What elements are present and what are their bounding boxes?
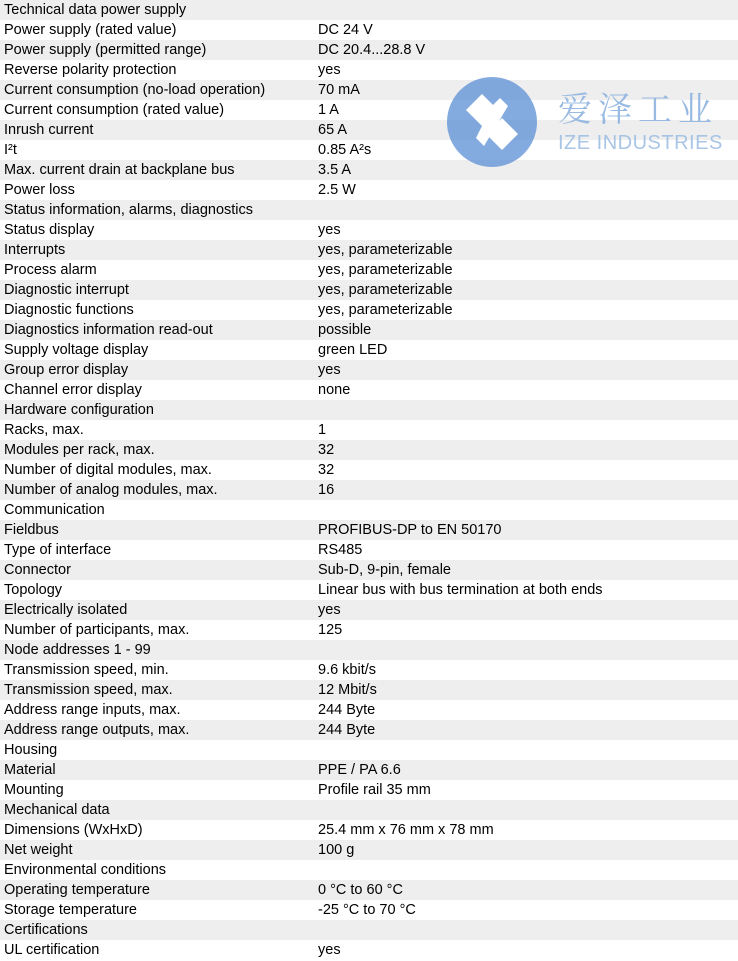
spec-value: 125 [318,622,343,638]
spec-value: DC 20.4...28.8 V [318,42,426,58]
section-header-row [0,920,738,940]
spec-label: Diagnostic interrupt [4,282,129,298]
spec-row [0,320,738,340]
section-header-row [0,500,738,520]
spec-label: Number of participants, max. [4,622,190,638]
spec-label: Current consumption (no-load operation) [4,82,266,98]
spec-label: Racks, max. [4,422,84,438]
spec-value: 65 A [318,122,348,138]
spec-row [0,340,738,360]
spec-value: yes, parameterizable [318,282,453,298]
spec-label: Mechanical data [4,802,110,818]
spec-label: Environmental conditions [4,862,167,878]
spec-value: 0 °C to 60 °C [318,882,403,898]
spec-label: UL certification [4,942,100,958]
spec-value: yes [318,362,341,378]
watermark-english-name: IZE INDUSTRIES [558,132,723,154]
spec-label: Certifications [4,922,88,938]
spec-label: Housing [4,742,58,758]
spec-row [0,420,738,440]
section-header-row [0,0,738,20]
spec-row [0,160,738,180]
spec-value: PPE / PA 6.6 [318,762,401,778]
spec-row [0,820,738,840]
spec-label: Max. current drain at backplane bus [4,162,235,178]
spec-label: Address range outputs, max. [4,722,190,738]
spec-label: I²t [4,142,17,158]
section-header-row [0,740,738,760]
section-header-row [0,860,738,880]
spec-label: Material [4,762,56,778]
spec-label: Net weight [4,842,73,858]
spec-value: 3.5 A [318,162,352,178]
spec-label: Diagnostics information read-out [4,322,213,338]
spec-row [0,540,738,560]
spec-value: 16 [318,482,335,498]
spec-value: 32 [318,462,335,478]
spec-row [0,620,738,640]
spec-row [0,600,738,620]
spec-value: yes, parameterizable [318,262,453,278]
spec-value: yes [318,222,341,238]
spec-label: Group error display [4,362,129,378]
spec-value: yes [318,942,341,958]
spec-label: Power supply (permitted range) [4,42,207,58]
spec-label: Process alarm [4,262,97,278]
spec-value: Linear bus with bus termination at both ends [318,582,603,598]
spec-value: RS485 [318,542,363,558]
spec-label: Status display [4,222,95,238]
spec-row [0,880,738,900]
spec-row [0,680,738,700]
spec-label: Number of digital modules, max. [4,462,212,478]
spec-row [0,100,738,120]
spec-value: 12 Mbit/s [318,682,377,698]
spec-value: 100 g [318,842,355,858]
spec-row [0,360,738,380]
spec-value: 25.4 mm x 76 mm x 78 mm [318,822,494,838]
spec-label: Transmission speed, max. [4,682,173,698]
spec-label: Node addresses 1 - 99 [4,642,151,658]
spec-label: Communication [4,502,105,518]
section-header-row [0,640,738,660]
spec-value: yes [318,602,341,618]
spec-value: yes [318,62,341,78]
spec-row [0,760,738,780]
spec-label: Storage temperature [4,902,137,918]
spec-label: Power supply (rated value) [4,22,177,38]
watermark-chinese-name: 爱泽工业 [558,90,718,130]
spec-value: 2.5 W [318,182,356,198]
spec-label: Address range inputs, max. [4,702,181,718]
spec-value: -25 °C to 70 °C [318,902,416,918]
spec-label: Modules per rack, max. [4,442,155,458]
spec-label: Power loss [4,182,75,198]
spec-row [0,700,738,720]
spec-value: 244 Byte [318,722,376,738]
spec-label: Supply voltage display [4,342,149,358]
spec-row [0,900,738,920]
spec-row [0,280,738,300]
spec-label: Operating temperature [4,882,150,898]
spec-row [0,460,738,480]
spec-label: Technical data power supply [4,2,187,18]
spec-row [0,300,738,320]
spec-row [0,180,738,200]
spec-value: yes, parameterizable [318,242,453,258]
section-header-row [0,400,738,420]
spec-label: Status information, alarms, diagnostics [4,202,254,218]
spec-label: Transmission speed, min. [4,662,169,678]
section-header-row [0,200,738,220]
spec-label: Diagnostic functions [4,302,134,318]
spec-label: Electrically isolated [4,602,128,618]
spec-row [0,720,738,740]
spec-row [0,480,738,500]
spec-value: none [318,382,351,398]
spec-value: Profile rail 35 mm [318,782,431,798]
spec-row [0,940,738,960]
spec-value: 1 [318,422,327,438]
spec-row [0,20,738,40]
spec-row [0,60,738,80]
spec-value: 1 A [318,102,339,118]
spec-value: 0.85 A²s [318,142,372,158]
spec-label: Channel error display [4,382,142,398]
spec-row [0,80,738,100]
spec-row [0,260,738,280]
spec-value: 244 Byte [318,702,376,718]
spec-row [0,120,738,140]
spec-row [0,240,738,260]
spec-row [0,380,738,400]
spec-label: Number of analog modules, max. [4,482,218,498]
spec-row [0,220,738,240]
spec-row [0,780,738,800]
spec-value: 70 mA [318,82,360,98]
spec-row [0,560,738,580]
spec-row [0,840,738,860]
spec-value: PROFIBUS-DP to EN 50170 [318,522,502,538]
spec-label: Connector [4,562,71,578]
spec-row [0,660,738,680]
spec-row [0,40,738,60]
spec-value: Sub-D, 9-pin, female [318,562,451,578]
spec-label: Dimensions (WxHxD) [4,822,143,838]
spec-row [0,440,738,460]
spec-row [0,140,738,160]
spec-label: Mounting [4,782,64,798]
spec-label: Reverse polarity protection [4,62,177,78]
spec-value: possible [318,322,372,338]
spec-row [0,520,738,540]
spec-label: Inrush current [4,122,94,138]
spec-value: green LED [318,342,388,358]
spec-label: Hardware configuration [4,402,154,418]
spec-label: Fieldbus [4,522,59,538]
spec-label: Current consumption (rated value) [4,102,225,118]
spec-label: Interrupts [4,242,66,258]
spec-label: Type of interface [4,542,112,558]
spec-value: 9.6 kbit/s [318,662,377,678]
spec-value: DC 24 V [318,22,373,38]
section-header-row [0,800,738,820]
spec-value: yes, parameterizable [318,302,453,318]
spec-value: 32 [318,442,335,458]
spec-label: Topology [4,582,63,598]
spec-row [0,580,738,600]
